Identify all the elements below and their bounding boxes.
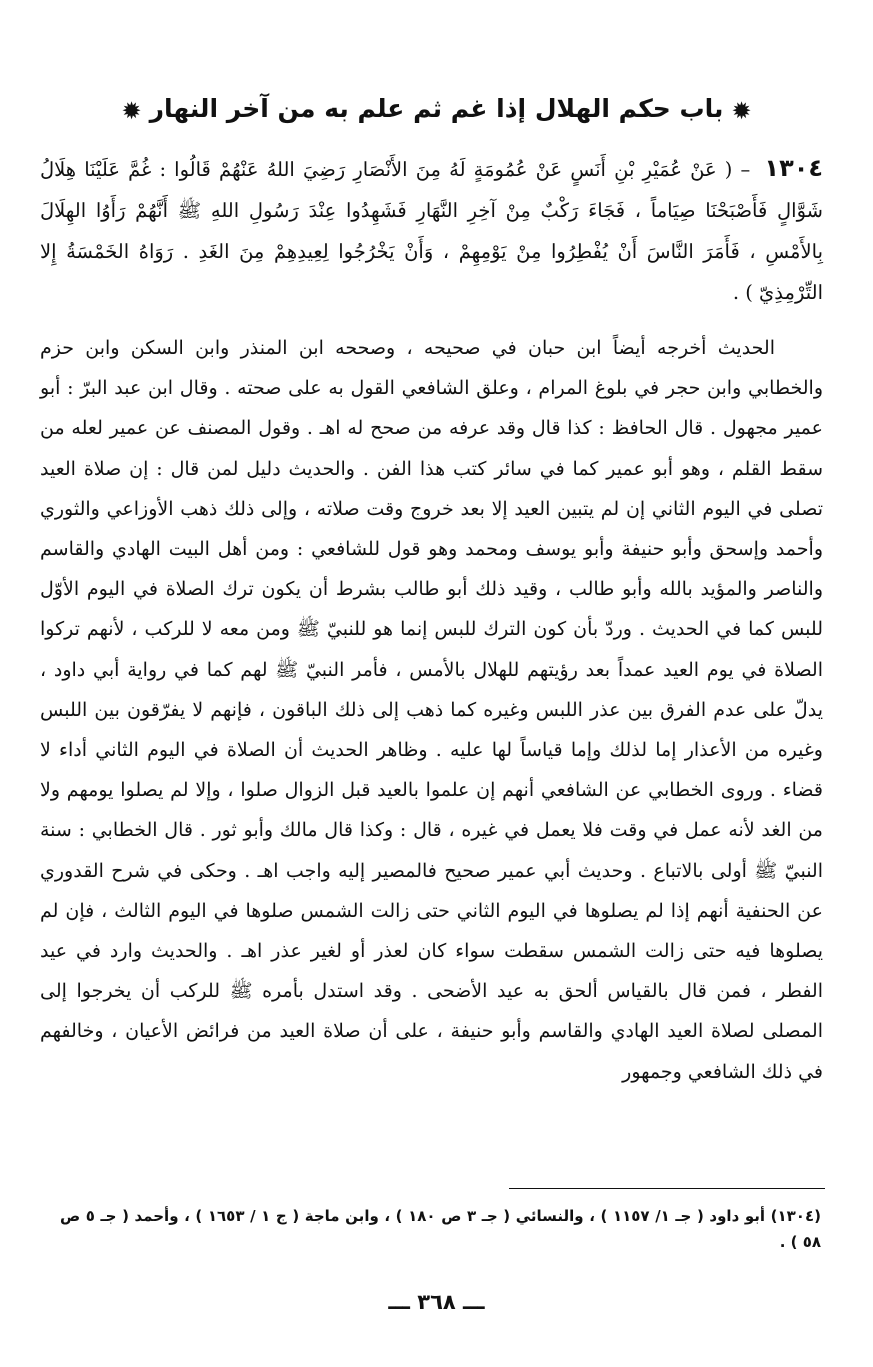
hadith-text: – ( عَنْ عُمَيْرِ بْنِ أَنَسٍ عَنْ عُمُومَةٍ لَهُ مِنَ الأَنْصَارِ رَضِيَ اللهُ عَنْهُمْ قَالُوا : غُمَّ عَلَيْنَا هِلَالُ شَوَّالٍ فَأَصْبَحْنَا صِيَاماً ، فَجَاءَ رَكْبٌ مِنْ آخِرِ النَّهَارِ فَشَهِدُوا عِنْدَ رَسُولِ اللهِ ﷺ أَنَّهُمْ رَأَوُا الهِلَالَ بِالأَمْسِ ، فَأَمَرَ النَّاسَ أَنْ يُفْطِرُوا مِنْ يَوْمِهِمْ ، وَأَنْ يَخْرُجُوا لِعِيدِهِمْ مِنَ الغَدِ . رَوَاهُ الخَمْسَةُ إِلا التِّرْمِذِيّ ) .	[40, 158, 823, 304]
ornament-star-icon: ✹	[731, 97, 752, 125]
footnote: (١٣٠٤) أبو داود ( جـ ١/ ١١٥٧ ) ، والنسائي ( جـ ٣ ص ١٨٠ ) ، وابن ماجة ( ج ١ / ١٦٥٣ ) ، وأحمد ( جـ ٥ ص ٥٨ ) .	[60, 1207, 821, 1251]
hadith-number: ١٣٠٤	[764, 154, 824, 182]
footnote-divider	[509, 1188, 825, 1189]
commentary-paragraph	[40, 328, 823, 1092]
chapter-title-text: باب حكم الهلال إذا غم ثم علم به من آخر النهار	[149, 94, 724, 123]
commentary-block	[40, 328, 823, 1092]
commentary-text: الحديث أخرجه أيضاً ابن حبان في صحيحه ، وصححه ابن المنذر وابن السكن وابن حزم والخطابي وابن حجر في بلوغ المرام ، وعلق الشافعي القول به على صحته . وقال ابن عبد البرّ : أبو عمير مجهول . قال الحافظ : كذا قال وقد عرفه من صحح له اهـ . وقول المصنف عن عمير لعله من سقط القلم ، وهو أبو عمير كما في سائر كتب هذا الفن . والحديث دليل لمن قال : إن صلاة العيد تصلى في اليوم الثاني إن لم يتبين العيد إلا بعد خروج وقت صلاته ، وإلى ذلك ذهب الأوزاعي والثوري وأحمد وإسحق وأبو حنيفة وأبو يوسف ومحمد وهو قول للشافعي : ومن أهل البيت الهادي والقاسم والناصر والمؤيد بالله وأبو طالب ، وقيد ذلك أبو طالب بشرط أن يكون ترك الصلاة في اليوم الأوّل للبس كما في الحديث . وردّ بأن كون الترك للبس إنما هو للنبيّ ﷺ ومن معه لا للركب ، لأنهم تركوا الصلاة في يوم العيد عمداً بعد رؤيتهم للهلال بالأمس ، فأمر النبيّ ﷺ لهم كما في رواية أبي داود ، يدلّ على عدم الفرق بين عذر اللبس وغيره كما ذهب إلى ذلك الباقون ، فإنهم لا يفرّقون بين اللبس وغيره من الأعذار إما لذلك وإما قياساً لها عليه . وظاهر الحديث أن الصلاة في اليوم الثاني أداء لا قضاء . وروى الخطابي عن الشافعي أنهم إن علموا بالعيد قبل الزوال صلوا ، وإلا لم يصلوا يومهم ولا من الغد لأنه عمل في وقت فلا يعمل في غيره ، قال : وكذا قال مالك وأبو ثور . قال الخطابي : سنة النبيّ ﷺ أولى بالاتباع . وحديث أبي عمير صحيح فالمصير إليه واجب اهـ . وحكى في شرح القدوري عن الحنفية أنهم إذا لم يصلوها في اليوم الثاني حتى زالت الشمس صلوها في اليوم الثالث ، فإن لم يصلوها فيه حتى زالت الشمس سقطت سواء كان لعذر أو لغير عذر اهـ . والحديث وارد في عيد الفطر ، فمن قال بالقياس ألحق به عيد الأضحى . وقد استدل بأمره ﷺ للركب أن يخرجوا إلى المصلى لصلاة العيد الهادي والقاسم وأبو حنيفة ، على أن صلاة العيد من فرائض الأعيان ، وخالفهم في ذلك الشافعي وجمهور	[40, 337, 823, 1083]
chapter-title	[60, 92, 813, 128]
ornament-star-icon: ✹	[121, 97, 142, 125]
page-number: ـــ ٣٦٨ ـــ	[388, 1290, 485, 1314]
hadith-text-block	[40, 148, 823, 313]
